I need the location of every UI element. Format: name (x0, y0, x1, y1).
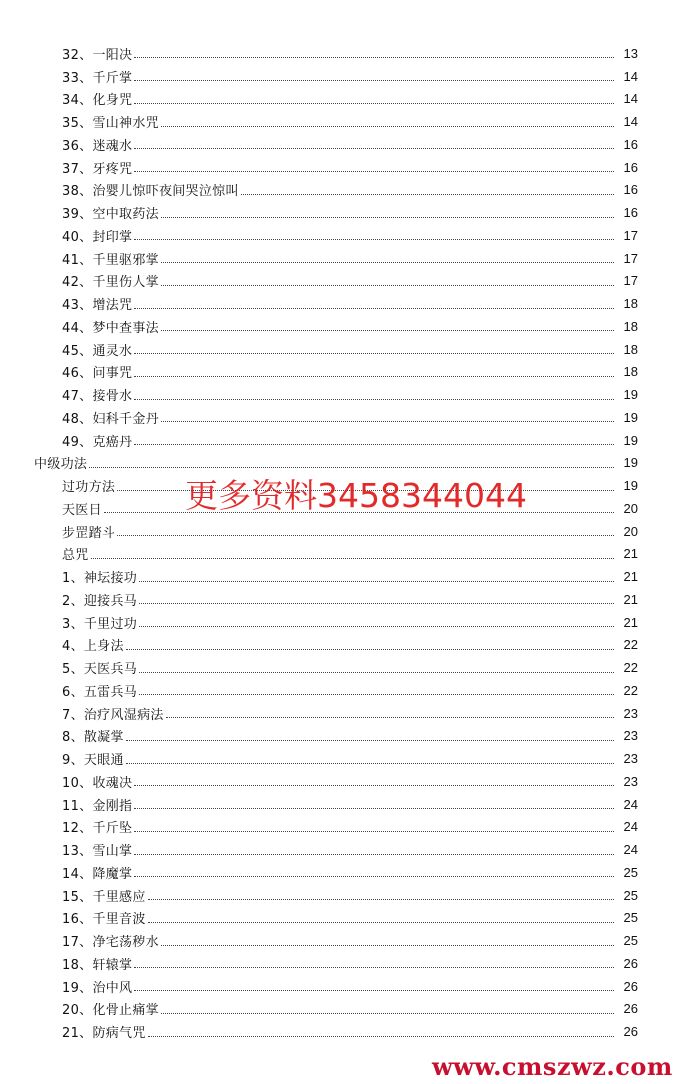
toc-entry-label: 38、治婴儿惊吓夜间哭泣惊叫 (62, 184, 239, 200)
toc-entry[interactable] (0, 907, 683, 930)
dot-leader (89, 467, 614, 468)
toc-entry-label: 14、降魔掌 (62, 866, 133, 882)
toc-entry-label: 45、通灵水 (62, 343, 133, 359)
toc-entry-page: 24 (623, 819, 638, 835)
toc-entry-page: 19 (623, 387, 638, 403)
watermark-text: 更多资料3458344044 (185, 476, 527, 515)
toc-entry-page: 25 (623, 933, 638, 949)
toc-entry-page: 25 (623, 910, 638, 926)
toc-entry-page: 21 (623, 546, 638, 562)
toc-entry[interactable] (0, 156, 683, 179)
toc-entry[interactable] (0, 383, 683, 406)
toc-entry[interactable] (0, 588, 683, 611)
toc-entry-page: 13 (623, 45, 638, 61)
toc-entry[interactable] (0, 42, 683, 65)
toc-entry-page: 24 (623, 796, 638, 812)
toc-entry-page: 23 (623, 728, 638, 744)
toc-entry-label: 2、迎接兵马 (62, 593, 138, 609)
toc-entry-page: 18 (623, 318, 638, 334)
toc-entry-label: 19、治中风 (62, 980, 133, 996)
toc-entry-page: 19 (623, 432, 638, 448)
dot-leader (161, 262, 614, 263)
dot-leader (134, 376, 614, 377)
toc-entry-label: 5、天医兵马 (62, 662, 138, 678)
dot-leader (134, 57, 614, 58)
toc-entry[interactable] (0, 338, 683, 361)
toc-entry[interactable] (0, 816, 683, 839)
toc-entry-page: 16 (623, 182, 638, 198)
toc-entry-label: 步罡踏斗 (62, 525, 116, 541)
toc-entry-label: 1、神坛接功 (62, 571, 138, 587)
toc-entry-label: 40、封印掌 (62, 229, 133, 245)
toc-entry-label: 34、化身咒 (62, 93, 133, 109)
toc-entry[interactable] (0, 838, 683, 861)
toc-entry-page: 23 (623, 705, 638, 721)
toc-entry-page: 21 (623, 591, 638, 607)
toc-entry[interactable] (0, 747, 683, 770)
toc-entry-label: 49、克癌丹 (62, 434, 133, 450)
toc-entry-label: 8、散凝掌 (62, 730, 124, 746)
toc-entry-page: 14 (623, 91, 638, 107)
toc-entry-page: 18 (623, 296, 638, 312)
dot-leader (139, 694, 614, 695)
toc-entry-page: 26 (623, 1024, 638, 1040)
toc-entry-page: 21 (623, 569, 638, 585)
toc-entry[interactable] (0, 201, 683, 224)
toc-entry[interactable] (0, 793, 683, 816)
toc-entry-label: 中级功法 (34, 457, 88, 473)
dot-leader (134, 80, 614, 81)
toc-entry-page: 17 (623, 227, 638, 243)
toc-entry-page: 18 (623, 341, 638, 357)
toc-entry-label: 13、雪山掌 (62, 844, 133, 860)
toc-entry-label: 44、梦中查事法 (62, 320, 159, 336)
toc-entry-label: 4、上身法 (62, 639, 124, 655)
toc-entry-label: 43、增法咒 (62, 298, 133, 314)
toc-entry[interactable] (0, 270, 683, 293)
toc-entry-label: 42、千里伤人掌 (62, 275, 159, 291)
toc-entry-page: 16 (623, 159, 638, 175)
dot-leader (134, 854, 614, 855)
toc-entry-label: 48、妇科千金丹 (62, 411, 159, 427)
toc-entry-label: 18、轩辕掌 (62, 957, 133, 973)
dot-leader (134, 239, 614, 240)
dot-leader (139, 672, 614, 673)
toc-entry[interactable] (0, 952, 683, 975)
toc-entry-page: 18 (623, 364, 638, 380)
toc-entry[interactable] (0, 315, 683, 338)
toc-entry-label: 47、接骨水 (62, 389, 133, 405)
table-of-contents (0, 42, 683, 1043)
toc-entry-label: 10、收魂决 (62, 775, 133, 791)
dot-leader (134, 103, 614, 104)
dot-leader (134, 399, 614, 400)
toc-entry-label: 46、问事咒 (62, 366, 133, 382)
dot-leader (241, 194, 614, 195)
toc-entry-page: 19 (623, 409, 638, 425)
toc-entry-label: 39、空中取药法 (62, 207, 159, 223)
toc-entry[interactable] (0, 543, 683, 566)
toc-entry[interactable] (0, 884, 683, 907)
toc-entry-label: 37、牙疼咒 (62, 161, 133, 177)
dot-leader (161, 330, 614, 331)
toc-entry[interactable] (0, 656, 683, 679)
toc-entry[interactable] (0, 702, 683, 725)
toc-entry-label: 11、金刚指 (62, 798, 133, 814)
dot-leader (166, 717, 614, 718)
toc-entry-page: 23 (623, 751, 638, 767)
toc-entry-page: 23 (623, 773, 638, 789)
toc-entry-label: 7、治疗风湿病法 (62, 707, 164, 723)
toc-entry-page: 14 (623, 68, 638, 84)
toc-entry-page: 19 (623, 455, 638, 471)
toc-entry[interactable] (0, 406, 683, 429)
dot-leader (91, 558, 614, 559)
toc-entry-page: 25 (623, 864, 638, 880)
toc-entry-label: 6、五雷兵马 (62, 684, 138, 700)
toc-entry-page: 17 (623, 273, 638, 289)
toc-entry[interactable] (0, 88, 683, 111)
dot-leader (161, 126, 614, 127)
toc-entry[interactable] (0, 520, 683, 543)
dot-leader (161, 945, 614, 946)
dot-leader (148, 922, 614, 923)
dot-leader (134, 876, 614, 877)
toc-entry[interactable] (0, 975, 683, 998)
dot-leader (139, 581, 614, 582)
toc-entry-page: 16 (623, 136, 638, 152)
dot-leader (161, 285, 614, 286)
dot-leader (134, 171, 614, 172)
dot-leader (161, 421, 614, 422)
toc-entry-page: 22 (623, 682, 638, 698)
dot-leader (134, 444, 614, 445)
toc-entry[interactable] (0, 179, 683, 202)
dot-leader (126, 649, 614, 650)
dot-leader (161, 217, 614, 218)
dot-leader (148, 1036, 614, 1037)
toc-entry[interactable] (0, 611, 683, 634)
toc-entry[interactable] (0, 247, 683, 270)
toc-entry-label: 36、迷魂水 (62, 138, 133, 154)
dot-leader (134, 808, 614, 809)
toc-entry[interactable] (0, 65, 683, 88)
toc-entry-page: 25 (623, 887, 638, 903)
dot-leader (117, 535, 614, 536)
toc-entry-page: 21 (623, 614, 638, 630)
site-watermark: www.cmszwz.com (432, 1052, 673, 1081)
toc-entry[interactable] (0, 998, 683, 1021)
toc-entry-label: 9、天眼通 (62, 753, 124, 769)
dot-leader (139, 626, 614, 627)
toc-entry[interactable] (0, 861, 683, 884)
toc-entry-label: 17、净宅荡秽水 (62, 935, 159, 951)
dot-leader (134, 831, 614, 832)
toc-entry[interactable] (0, 679, 683, 702)
dot-leader (134, 148, 614, 149)
toc-entry-label: 总咒 (62, 548, 89, 564)
toc-entry-label: 天医日 (62, 502, 102, 518)
dot-leader (134, 308, 614, 309)
toc-entry-label: 15、千里感应 (62, 889, 146, 905)
toc-entry-page: 26 (623, 955, 638, 971)
toc-entry[interactable] (0, 133, 683, 156)
dot-leader (134, 990, 614, 991)
toc-entry-label: 12、千斤坠 (62, 821, 133, 837)
toc-entry[interactable] (0, 292, 683, 315)
toc-entry[interactable] (0, 770, 683, 793)
toc-entry-page: 22 (623, 660, 638, 676)
toc-entry-page: 17 (623, 250, 638, 266)
toc-entry-page: 19 (623, 478, 638, 494)
toc-entry-label: 16、千里音波 (62, 912, 146, 928)
toc-entry[interactable] (0, 1020, 683, 1043)
toc-entry-label: 33、千斤掌 (62, 70, 133, 86)
toc-entry-page: 20 (623, 500, 638, 516)
toc-entry-page: 26 (623, 1001, 638, 1017)
toc-entry[interactable] (0, 110, 683, 133)
toc-entry-page: 14 (623, 114, 638, 130)
toc-entry[interactable] (0, 725, 683, 748)
toc-entry-label: 32、一阳决 (62, 47, 133, 63)
dot-leader (134, 785, 614, 786)
toc-entry-page: 16 (623, 205, 638, 221)
toc-entry-label: 41、千里驱邪掌 (62, 252, 159, 268)
toc-entry-label: 21、防病气咒 (62, 1026, 146, 1042)
toc-entry[interactable] (0, 429, 683, 452)
toc-entry-label: 过功方法 (62, 480, 116, 496)
dot-leader (148, 899, 614, 900)
toc-entry-label: 35、雪山神水咒 (62, 116, 159, 132)
toc-entry-page: 26 (623, 978, 638, 994)
dot-leader (126, 763, 614, 764)
dot-leader (161, 1013, 614, 1014)
toc-entry-page: 20 (623, 523, 638, 539)
toc-entry[interactable] (0, 634, 683, 657)
toc-entry[interactable] (0, 361, 683, 384)
toc-entry[interactable] (0, 565, 683, 588)
dot-leader (134, 353, 614, 354)
toc-entry-label: 3、千里过功 (62, 616, 138, 632)
toc-entry[interactable] (0, 224, 683, 247)
dot-leader (139, 603, 614, 604)
toc-entry-page: 24 (623, 842, 638, 858)
toc-entry[interactable] (0, 929, 683, 952)
dot-leader (134, 967, 614, 968)
dot-leader (126, 740, 614, 741)
toc-entry-page: 22 (623, 637, 638, 653)
toc-entry-label: 20、化骨止痛掌 (62, 1003, 159, 1019)
